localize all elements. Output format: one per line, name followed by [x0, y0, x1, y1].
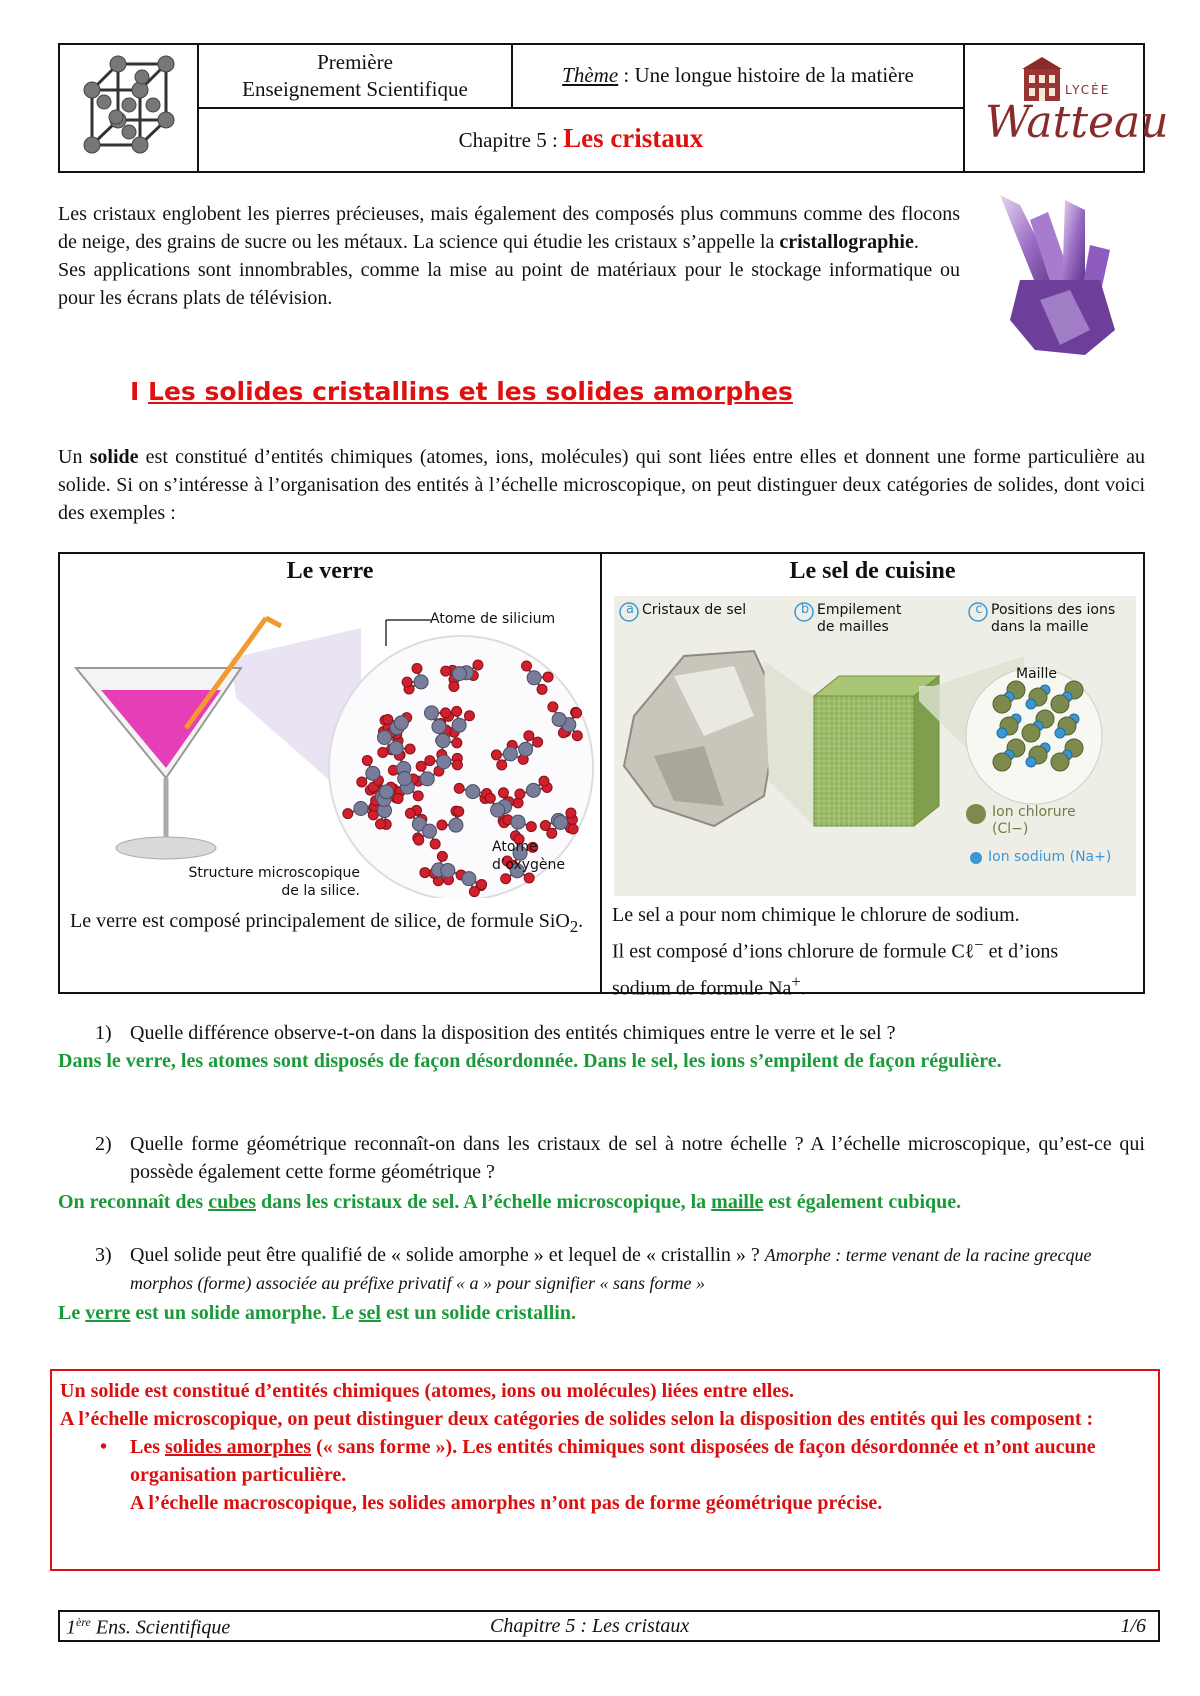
oxygen-atom	[452, 706, 462, 716]
summary-box	[50, 1369, 1160, 1571]
oxygen-atom	[375, 819, 385, 829]
label-stacking	[817, 602, 901, 636]
oxygen-atom	[473, 660, 483, 670]
sodium-ion	[1026, 699, 1036, 709]
oxygen-atom	[430, 839, 440, 849]
salt-title: Le sel de cuisine	[789, 558, 956, 584]
chapter-cell	[199, 125, 963, 154]
solid-definition-paragraph	[58, 443, 1145, 527]
oxygen-atom	[524, 731, 534, 741]
oxygen-atom	[522, 661, 532, 671]
oxygen-atom	[454, 806, 464, 816]
silicon-atom	[432, 720, 446, 734]
salt-caption-2sup: −	[974, 935, 984, 954]
intro-text-1: Les cristaux englobent les pierres précieuses, mais également des composés plus communs comme des flocons de neige, des grains de sucre ou les métaux. La science qui étudie les cristaux s’appelle la	[58, 203, 960, 253]
oxygen-atom	[526, 822, 536, 832]
answer-2	[58, 1188, 1160, 1216]
salt-caption-line-1: Le sel a pour nom chimique le chlorure de sodium.	[612, 904, 1020, 926]
chloride-ion	[1051, 695, 1069, 713]
sodium-ion	[1026, 757, 1036, 767]
glass-title: Le verre	[286, 558, 374, 584]
silicon-atom	[414, 675, 428, 689]
label-chloride-1: Ion chlorure	[992, 804, 1076, 820]
oxygen-atom	[515, 789, 525, 799]
salt-caption-2b: et d’ions	[983, 940, 1059, 963]
oxygen-atom	[543, 672, 553, 682]
silicon-atom	[425, 706, 439, 720]
label-oxygen-atom	[492, 838, 565, 874]
label-stacking-1: Empilement	[817, 602, 902, 618]
silicon-atom	[552, 712, 566, 726]
oxygen-atom	[454, 783, 464, 793]
examples-table	[58, 552, 1145, 1000]
oxygen-atom	[412, 663, 422, 673]
label-sodium: Ion sodium (Na+)	[988, 849, 1112, 865]
school-building-icon	[1020, 55, 1064, 103]
silicon-atom	[441, 863, 455, 877]
solid-text-a: Un	[58, 446, 90, 468]
silicon-atom	[527, 671, 541, 685]
label-ion-positions-1: Positions des ions	[991, 602, 1116, 618]
glass-caption-text: Le verre est composé principalement de silice, de formule SiO	[70, 910, 570, 932]
oxygen-atom	[568, 824, 578, 834]
summary-bullet-a: Les	[130, 1436, 165, 1458]
label-structure-1: Structure microscopique	[188, 865, 360, 881]
chloride-ion	[1051, 753, 1069, 771]
salt-caption-3a: sodium de formule Na	[612, 977, 792, 1000]
oxygen-atom	[513, 798, 523, 808]
label-oxygen-1: Atome	[492, 839, 538, 855]
oxygen-atom	[469, 887, 479, 897]
answer-3-c: est un solide cristallin.	[380, 1302, 576, 1324]
bullet-dot-icon: •	[100, 1436, 108, 1458]
silicon-atom	[420, 772, 434, 786]
silicon-atom	[526, 783, 540, 797]
oxygen-atom	[497, 760, 507, 770]
oxygen-atom	[501, 874, 511, 884]
silicon-atom	[398, 771, 412, 785]
label-oxygen-2: d’oxygène	[492, 857, 566, 873]
silicon-atom	[449, 818, 463, 832]
summary-bullet-b: (« sans forme »). Les entités chimiques sont disposées de façon désordonnée et n’ont aucune organisation particulière.	[130, 1436, 1096, 1486]
letter-c: c	[975, 602, 983, 617]
question-2-number: 2)	[95, 1133, 112, 1155]
silicon-atom	[462, 872, 476, 886]
salt-caption	[612, 900, 1142, 1003]
sodium-ion	[997, 728, 1007, 738]
silicon-atom	[394, 716, 408, 730]
silicon-atom	[380, 785, 394, 799]
intro-bold-term: cristallographie	[779, 231, 914, 253]
question-3	[130, 1241, 1145, 1297]
silicon-atom	[466, 785, 480, 799]
silicon-atom	[436, 734, 450, 748]
oxygen-atom	[498, 788, 508, 798]
chapter-title: Les cristaux	[563, 123, 704, 153]
theme-sep: :	[618, 63, 635, 87]
silicon-atom	[452, 667, 466, 681]
answer-3-verre: verre	[85, 1302, 131, 1324]
oxygen-atom	[378, 747, 388, 757]
footer-center: Chapitre 5 : Les cristaux	[490, 1615, 690, 1637]
label-ion-positions	[991, 602, 1115, 636]
sodium-ion	[1055, 728, 1065, 738]
glass-caption-sub: 2	[569, 917, 579, 936]
silicon-atom	[519, 742, 533, 756]
question-1: Quelle différence observe-t-on dans la disposition des entités chimiques entre le verre et le sel ?	[130, 1022, 896, 1044]
crystal-lattice-icon	[70, 50, 188, 168]
label-silicon-atom: Atome de silicium	[430, 611, 556, 627]
question-2: Quelle forme géométrique reconnaît-on dans les cristaux de sel à notre échelle ? A l’échelle microscopique, qu’est-ce qui possède également cette forme géométrique ?	[130, 1133, 1145, 1183]
answer-3-b: est un solide amorphe. Le	[130, 1302, 359, 1324]
section-title: Les solides cristallins et les solides amorphes	[148, 377, 793, 406]
question-3-text: Quel solide peut être qualifié de « solide amorphe » et lequel de « cristallin » ?	[130, 1244, 765, 1266]
answer-2-maille: maille	[711, 1191, 764, 1213]
summary-line-1: Un solide est constitué d’entités chimiques (atomes, ions ou molécules) liées entre elles.	[60, 1380, 794, 1402]
label-structure-2: de la silice.	[281, 883, 360, 899]
answer-3-a: Le	[58, 1302, 86, 1324]
section-heading	[130, 377, 793, 406]
oxygen-atom	[402, 677, 412, 687]
theme-text: Une longue histoire de la matière	[634, 63, 914, 87]
answer-1: Dans le verre, les atomes sont disposés de façon désordonnée. Dans le sel, les ions s’empilent de façon régulière.	[58, 1050, 1002, 1072]
answer-2-b: dans les cristaux de sel. A l’échelle microscopique, la	[256, 1191, 712, 1213]
theme-cell	[513, 62, 963, 89]
salt-caption-line-2	[612, 930, 1142, 967]
oxygen-atom	[566, 808, 576, 818]
oxygen-atom	[548, 702, 558, 712]
header-table	[58, 43, 1169, 173]
summary-line-2: A l’échelle microscopique, on peut distinguer deux catégories de solides selon la disposition des entités qui les composent :	[60, 1408, 1094, 1430]
label-ion-positions-2: dans la maille	[991, 619, 1089, 635]
oxygen-atom	[405, 744, 415, 754]
chloride-ion	[993, 753, 1011, 771]
salt-caption-2a: Il est composé d’ions chlorure de formule Cℓ	[612, 940, 975, 963]
answer-3-sel: sel	[358, 1302, 381, 1324]
footer-left	[66, 1615, 230, 1640]
letter-a: a	[626, 602, 634, 617]
solid-text-b: est constitué d’entités chimiques (atomes, ions, molécules) qui sont liées entre elles et donnent une forme particulière au solide. Si on s’intéresse à l’organisation des entités à l’échelle microscopique, on peut distinguer deux catégories de solides, dont voici des exemples :	[58, 446, 1145, 524]
silicon-atom	[503, 747, 517, 761]
silicon-atom	[423, 824, 437, 838]
logo-name-text: Watteau	[985, 97, 1169, 148]
oxygen-atom	[449, 681, 459, 691]
level-subject	[199, 49, 511, 103]
salt-figure	[614, 596, 1136, 896]
oxygen-atom	[362, 755, 372, 765]
footer-level-text: Ens. Scientifique	[90, 1616, 231, 1639]
summary-bullet-c: A l’échelle macroscopique, les solides amorphes n’ont pas de forme géométrique précise.	[130, 1492, 883, 1514]
oxygen-atom	[539, 776, 549, 786]
oxygen-atom	[343, 809, 353, 819]
letter-b: b	[800, 602, 810, 617]
oxygen-atom	[452, 760, 462, 770]
chloride-ion	[993, 695, 1011, 713]
intro-text-2: Ses applications sont innombrables, comme la mise au point de matériaux pour le stockage informatique ou pour les écrans plats de télévision.	[58, 259, 960, 309]
oxygen-atom	[420, 868, 430, 878]
oxygen-atom	[441, 666, 451, 676]
label-structure	[160, 864, 360, 900]
oxygen-atom	[413, 791, 423, 801]
school-logo	[965, 45, 1169, 171]
salt-caption-3sup: +	[791, 971, 801, 991]
footer-level-sup: ère	[76, 1615, 91, 1629]
footer	[58, 1610, 1160, 1642]
section-number: I	[130, 377, 149, 406]
logo-top-text: LYCÉE	[1065, 83, 1111, 97]
oxygen-atom	[425, 756, 435, 766]
label-salt-crystals: Cristaux de sel	[642, 602, 747, 618]
oxygen-atom	[452, 738, 462, 748]
oxygen-atom	[357, 777, 367, 787]
oxygen-atom	[524, 873, 534, 883]
chapter-prefix: Chapitre 5 :	[458, 128, 564, 152]
answer-2-cubes: cubes	[208, 1191, 256, 1213]
label-chloride	[992, 804, 1076, 838]
silicon-atom	[554, 815, 568, 829]
question-1-number: 1)	[95, 1022, 112, 1044]
footer-level-num: 1	[66, 1616, 76, 1639]
silicon-atom	[511, 815, 525, 829]
oxygen-atom	[393, 794, 403, 804]
level-text: Première	[317, 50, 393, 74]
label-chloride-2: (Cl−)	[992, 821, 1029, 837]
silicon-atom	[452, 718, 466, 732]
answer-2-c: est également cubique.	[763, 1191, 962, 1213]
intro-paragraph	[58, 200, 960, 312]
oxygen-atom	[547, 828, 557, 838]
summary-bullet	[60, 1433, 1150, 1517]
glass-caption-end: .	[578, 910, 584, 932]
silicon-atom	[377, 730, 391, 744]
oxygen-atom	[572, 708, 582, 718]
solid-bold-term: solide	[89, 446, 139, 468]
silicon-atom	[366, 766, 380, 780]
salt-caption-3b: .	[800, 977, 806, 1000]
salt-caption-line-3	[612, 967, 1142, 1004]
silicon-atom	[491, 803, 505, 817]
theme-label: Thème	[562, 63, 619, 87]
oxygen-atom	[485, 793, 495, 803]
oxygen-atom	[464, 711, 474, 721]
answer-3	[58, 1299, 1145, 1327]
oxygen-atom	[491, 750, 501, 760]
label-stacking-2: de mailles	[817, 619, 889, 635]
oxygen-atom	[437, 851, 447, 861]
intro-text-1-end: .	[913, 231, 919, 253]
oxygen-atom	[441, 708, 451, 718]
oxygen-atom	[572, 731, 582, 741]
oxygen-atom	[405, 808, 415, 818]
chloride-ion	[1022, 724, 1040, 742]
silicon-atom	[437, 755, 451, 769]
amethyst-crystal-image	[990, 190, 1140, 360]
footer-page: 1/6	[1120, 1615, 1146, 1637]
label-maille: Maille	[1016, 666, 1057, 682]
oxygen-atom	[537, 684, 547, 694]
glass-caption	[70, 908, 592, 940]
silicon-atom	[389, 741, 403, 755]
question-3-number: 3)	[95, 1244, 112, 1266]
summary-bullet-term: solides amorphes	[165, 1436, 312, 1458]
subject-text: Enseignement Scientifique	[242, 77, 468, 101]
oxygen-atom	[437, 820, 447, 830]
oxygen-atom	[416, 761, 426, 771]
oxygen-atom	[533, 737, 543, 747]
answer-2-a: On reconnaît des	[58, 1191, 209, 1213]
oxygen-atom	[414, 835, 424, 845]
question-3-note: Amorphe : terme venant de la racine grecque morphos (forme) associée au préfixe privatif « a » pour signifier « sans forme »	[130, 1245, 1092, 1293]
silicon-atom	[354, 802, 368, 816]
